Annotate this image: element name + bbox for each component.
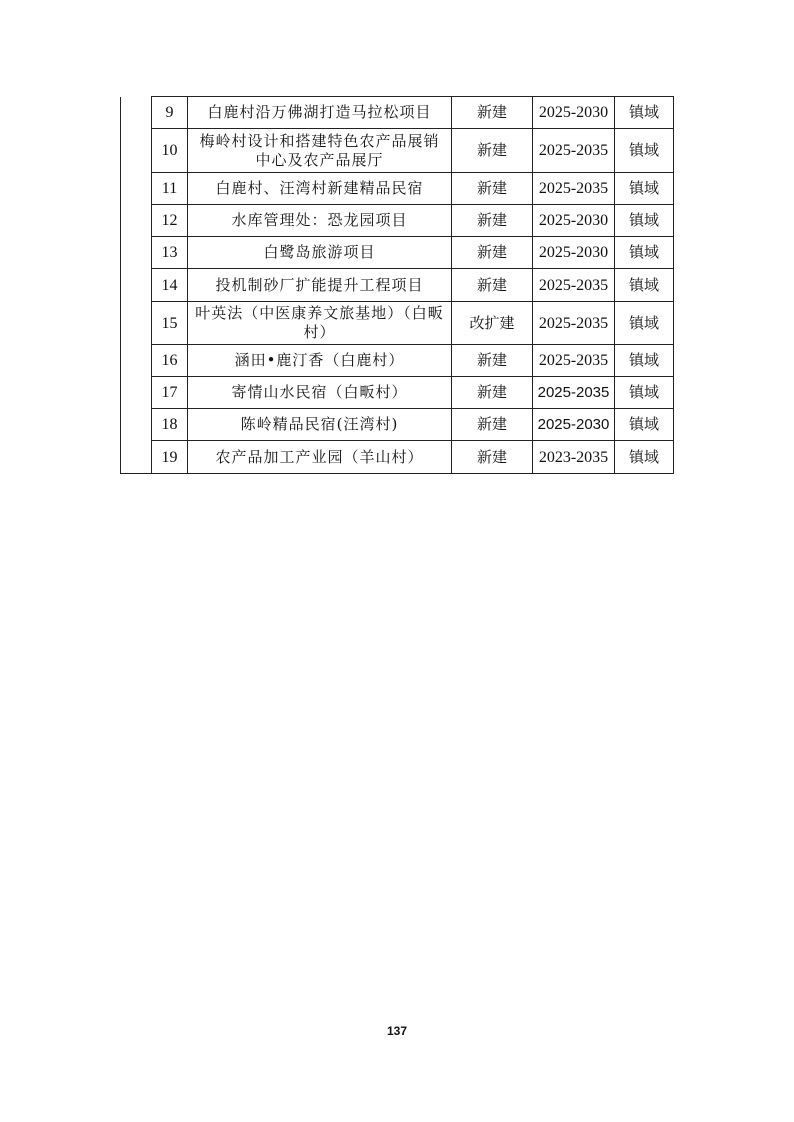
row-number: 17 <box>152 377 188 409</box>
row-number: 13 <box>152 237 188 269</box>
project-name: 水库管理处：恐龙园项目 <box>188 205 452 237</box>
row-number: 18 <box>152 409 188 441</box>
table-row <box>121 345 674 377</box>
project-table <box>120 96 674 474</box>
row-number: 15 <box>152 302 188 345</box>
construction-period: 2025-2030 <box>533 237 615 269</box>
table-row <box>121 377 674 409</box>
scope: 镇域 <box>615 302 674 345</box>
construction-type: 新建 <box>452 409 533 441</box>
project-name: 白鹭岛旅游项目 <box>188 237 452 269</box>
row-number: 10 <box>152 129 188 173</box>
construction-period: 2025-2035 <box>533 129 615 173</box>
construction-type: 新建 <box>452 269 533 302</box>
table-row <box>121 237 674 269</box>
project-name: 涵田•鹿汀香（白鹿村） <box>188 345 452 377</box>
project-name: 白鹿村沿万佛湖打造马拉松项目 <box>188 97 452 129</box>
scope: 镇域 <box>615 205 674 237</box>
table-row <box>121 205 674 237</box>
table-row <box>121 97 674 129</box>
construction-type: 新建 <box>452 205 533 237</box>
project-name: 白鹿村、汪湾村新建精品民宿 <box>188 173 452 205</box>
scope: 镇域 <box>615 409 674 441</box>
construction-period: 2023-2035 <box>533 441 615 474</box>
scope: 镇域 <box>615 377 674 409</box>
row-number: 11 <box>152 173 188 205</box>
project-name: 投机制砂厂扩能提升工程项目 <box>188 269 452 302</box>
project-name: 叶英法（中医康养文旅基地）（白畈村） <box>188 302 452 345</box>
construction-type: 新建 <box>452 237 533 269</box>
table-row <box>121 269 674 302</box>
construction-period: 2025-2030 <box>533 97 615 129</box>
scope: 镇域 <box>615 173 674 205</box>
construction-type: 新建 <box>452 377 533 409</box>
row-number: 19 <box>152 441 188 474</box>
construction-period: 2025-2035 <box>533 345 615 377</box>
scope: 镇域 <box>615 97 674 129</box>
construction-period: 2025-2030 <box>533 205 615 237</box>
table-row <box>121 409 674 441</box>
construction-type: 新建 <box>452 441 533 474</box>
construction-type: 新建 <box>452 129 533 173</box>
project-name: 梅岭村设计和搭建特色农产品展销中心及农产品展厅 <box>188 129 452 173</box>
project-name: 农产品加工产业园（羊山村） <box>188 441 452 474</box>
scope: 镇域 <box>615 129 674 173</box>
construction-type: 改扩建 <box>452 302 533 345</box>
scope: 镇域 <box>615 345 674 377</box>
project-table-container <box>120 96 674 474</box>
row-number: 16 <box>152 345 188 377</box>
construction-period: 2025-2035 <box>533 377 615 409</box>
row-number: 12 <box>152 205 188 237</box>
table-row <box>121 129 674 173</box>
construction-period: 2025-2035 <box>533 302 615 345</box>
project-name: 寄情山水民宿（白畈村） <box>188 377 452 409</box>
construction-type: 新建 <box>452 173 533 205</box>
table-row <box>121 441 674 474</box>
scope: 镇域 <box>615 269 674 302</box>
construction-type: 新建 <box>452 97 533 129</box>
row-number: 9 <box>152 97 188 129</box>
construction-type: 新建 <box>452 345 533 377</box>
page-number: 137 <box>386 1024 408 1038</box>
scope: 镇域 <box>615 441 674 474</box>
project-name: 陈岭精品民宿(汪湾村) <box>188 409 452 441</box>
table-row <box>121 173 674 205</box>
row-number: 14 <box>152 269 188 302</box>
construction-period: 2025-2030 <box>533 409 615 441</box>
scope: 镇域 <box>615 237 674 269</box>
construction-period: 2025-2035 <box>533 269 615 302</box>
table-row <box>121 302 674 345</box>
category-cell <box>121 97 152 474</box>
construction-period: 2025-2035 <box>533 173 615 205</box>
